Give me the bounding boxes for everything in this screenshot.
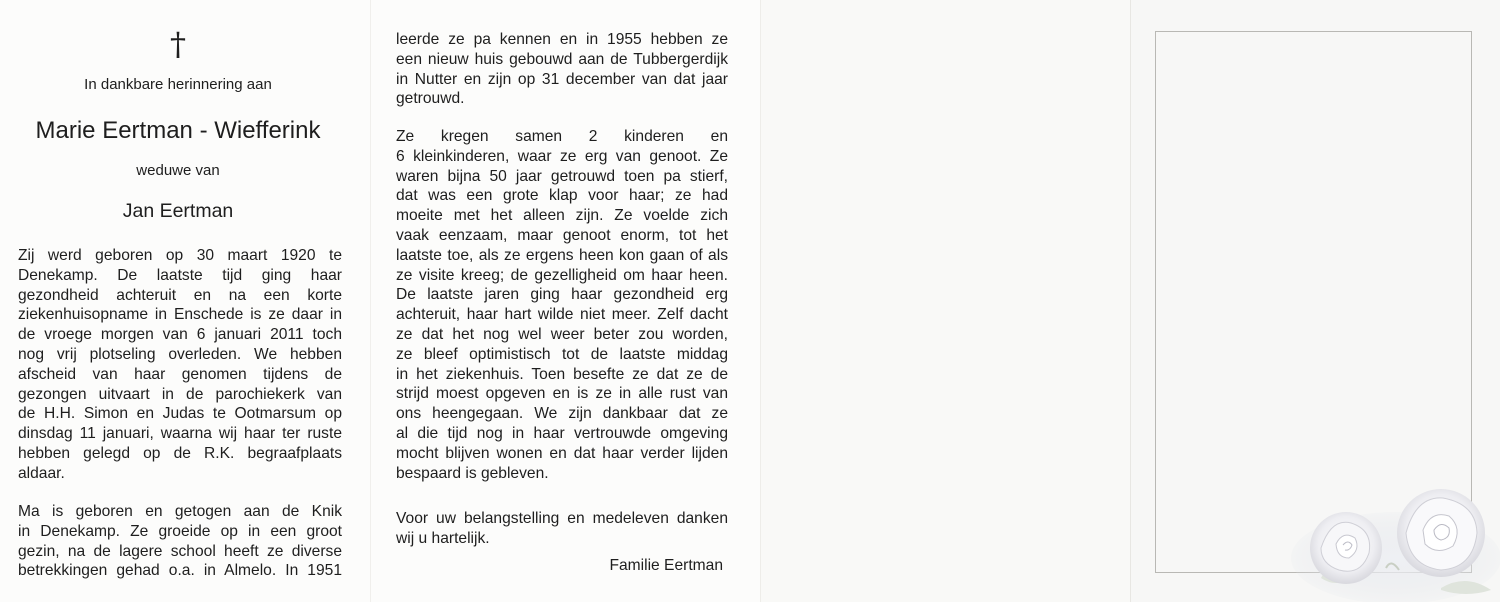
text-line: ze bleef optimistisch tot de laatste middag xyxy=(396,345,728,363)
intro-text: In dankbare herinnering aan xyxy=(84,76,272,93)
panel-inside-text xyxy=(370,0,761,602)
deceased-name: Marie Eertman - Wiefferink xyxy=(35,117,321,144)
cross-icon: † xyxy=(170,25,186,63)
text-line: 6 kleinkinderen, waar ze erg van genoot. Ze xyxy=(396,147,728,165)
text-line: in het ziekenhuis. Toen besefte ze dat ze de xyxy=(396,365,728,383)
text-line: ons heengegaan. We zijn dankbaar dat ze xyxy=(396,405,728,423)
text-line: dinsdag 11 januari, waarna wij haar ter ruste xyxy=(18,425,342,443)
paragraph-birth-death xyxy=(18,246,342,484)
text-line: de vroege morgen van 6 januari 2011 toch xyxy=(18,326,342,344)
text-line: gezondheid achteruit en na een korte xyxy=(18,286,342,304)
panel-front xyxy=(0,0,370,602)
text-line: strijd moest opgeven en is ze in alle rust van xyxy=(396,385,728,403)
text-line: in Denekamp. Ze groeide op in een groot xyxy=(18,522,342,540)
text-line: ziekenhuisopname in Enschede is ze daar in xyxy=(18,306,342,324)
text-line: Voor uw belangstelling en medeleven danken xyxy=(396,510,728,527)
text-line: de H.H. Simon en Judas te Ootmarsum op xyxy=(18,405,342,423)
text-line: leerde ze pa kennen en in 1955 hebben ze xyxy=(396,31,728,48)
text-line: ze dat het nog wel weer beter zou worden, xyxy=(396,325,728,343)
text-line: vaak eenzaam, maar genoot enorm, tot het xyxy=(396,226,728,244)
roses-image xyxy=(1291,478,1500,602)
text-line: achteruit, haar hart wilde niet meer. Zelf dacht xyxy=(396,306,728,324)
rose-right xyxy=(1397,489,1485,577)
text-line: wij u hartelijk. xyxy=(396,529,490,547)
text-line: waren bijna 50 jaar getrouwd toen pa stierf, xyxy=(396,167,728,185)
panel-photo xyxy=(1130,0,1500,602)
paragraph-marriage xyxy=(396,30,728,109)
paragraph-thanks xyxy=(396,509,728,549)
widow-of-text: weduwe van xyxy=(136,162,220,179)
text-line: al die tijd nog in haar vertrouwde omgeving xyxy=(396,424,728,442)
husband-name: Jan Eertman xyxy=(122,200,234,222)
text-line: moeite met het alleen zijn. Ze voelde zich xyxy=(396,207,728,225)
text-line: in Nutter en zijn op 31 december van dat jaar xyxy=(396,70,728,88)
text-line: Denekamp. De laatste tijd ging haar xyxy=(18,266,342,284)
text-line: De laatste jaren ging haar gezondheid erg xyxy=(396,286,728,304)
text-line: mocht blijven wonen en dat haar verder lijden xyxy=(396,444,728,462)
text-line: Zij werd geboren op 30 maart 1920 te xyxy=(18,247,342,264)
text-line: Ze kregen samen 2 kinderen en xyxy=(396,128,728,145)
text-line: gezongen uitvaart in de parochiekerk van xyxy=(18,385,342,403)
rose-left xyxy=(1310,512,1382,584)
text-line: gezin, na de lagere school heeft ze diverse xyxy=(18,542,342,560)
panel-blank xyxy=(760,0,1131,602)
text-line: aldaar. xyxy=(18,464,65,482)
text-line: dat was een grote klap voor haar; ze had xyxy=(396,187,728,205)
text-line: afscheid van haar genomen tijdens de xyxy=(18,365,342,383)
text-line: betrekkingen gehad o.a. in Almelo. In 1951 xyxy=(18,562,342,580)
text-line: laatste toe, als ze ergens heen kon gaan of als xyxy=(396,246,728,264)
text-line: een nieuw huis gebouwd aan de Tubbergerdijk xyxy=(396,50,728,68)
paragraph-youth xyxy=(18,502,342,581)
text-line: Ma is geboren en getogen aan de Knik xyxy=(18,503,342,520)
text-line: getrouwd. xyxy=(396,90,465,108)
text-line: ze visite kreeg; de gezelligheid om haar heen. xyxy=(396,266,728,284)
text-line: bespaard is gebleven. xyxy=(396,464,549,482)
text-line: hebben gelegd op de R.K. begraafplaats xyxy=(18,444,342,462)
paragraph-family-life xyxy=(396,127,728,483)
family-signature: Familie Eertman xyxy=(609,557,723,574)
text-line: nog vrij plotseling overleden. We hebben xyxy=(18,345,342,363)
